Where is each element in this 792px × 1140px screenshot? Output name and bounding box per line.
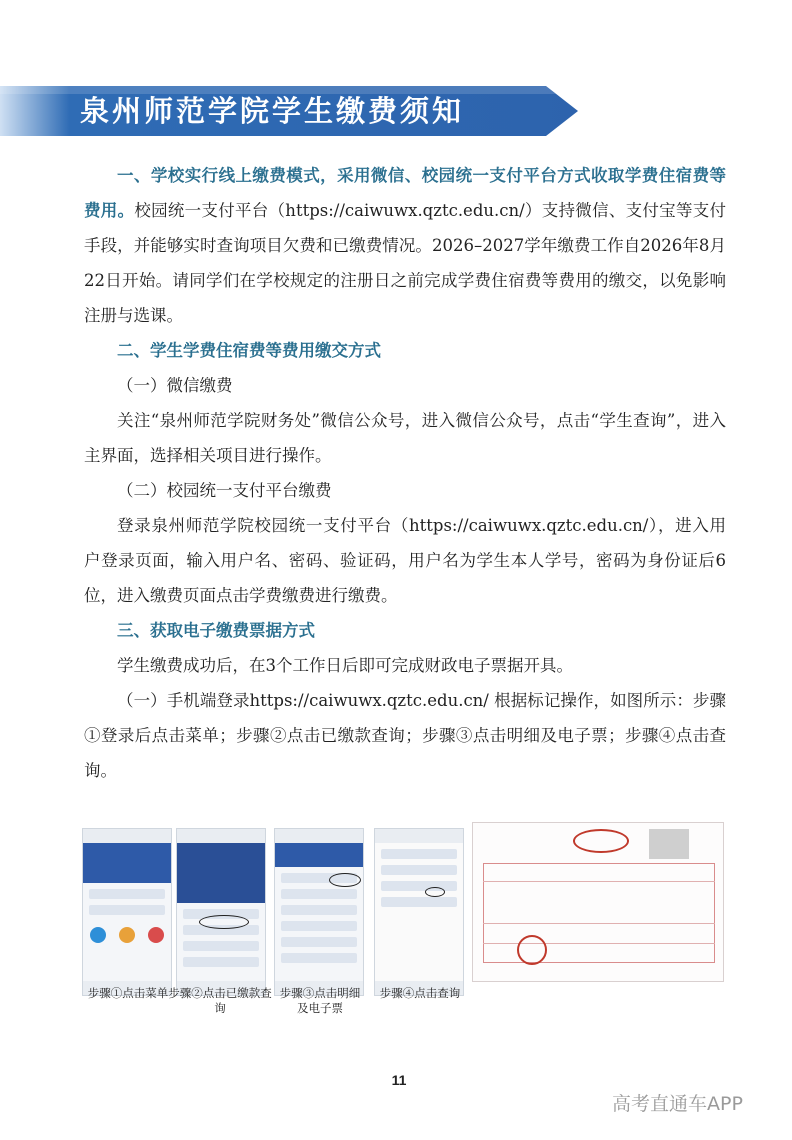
caption-step2: 步骤②点击已缴款查询 [168, 986, 272, 1015]
phone-screenshot-2 [176, 828, 266, 996]
mobile-steps-paragraph: （一）手机端登录https://caiwuwx.qztc.edu.cn/ 根据标记操作，如图所示：步骤①登录后点击菜单；步骤②点击已缴款查询；步骤③点击明细及电子票；步骤④点击查询。 [84, 691, 726, 780]
wechat-paragraph: 关注“泉州师范学院财务处”微信公众号，进入微信公众号，点击“学生查询”，进入主界面，选择相关项目进行操作。 [84, 411, 726, 465]
stamp-icon [517, 935, 547, 965]
step-screenshots [80, 822, 726, 992]
notice-body [84, 158, 726, 788]
e-invoice-sample [472, 822, 724, 982]
phone-screenshot-1 [82, 828, 172, 996]
page-number: 11 [391, 1072, 407, 1088]
section1-highlight: 一、学校实行线上缴费模式，采用微信、校园统一支付平台方式收取学费住宿费等费用。 [84, 166, 726, 220]
platform-paragraph: 登录泉州师范学院校园统一支付平台（https://caiwuwx.qztc.edu.cn/），进入用户登录页面，输入用户名、密码、验证码，用户名为学生本人学号，密码为身份证后6位，进入缴费页面点击学费缴费进行缴费。 [84, 516, 726, 605]
app-watermark: 高考直通车APP [612, 1093, 743, 1115]
section3-paragraph: 学生缴费成功后，在3个工作日后即可完成财政电子票据开具。 [117, 656, 573, 675]
caption-step3: 步骤③点击明细及电子票 [279, 986, 361, 1015]
section1-text: 校园统一支付平台（https://caiwuwx.qztc.edu.cn/）支持微信、支付宝等支付手段，并能够实时查询项目欠费和已缴费情况。2026–2027学年缴费工作自2026年8月22日开始。请同学们在学校规定的注册日之前完成学费住宿费等费用的缴交，以免影响注册与选课。 [84, 201, 726, 325]
page-title: 泉州师范学院学生缴费须知 [80, 94, 465, 128]
title-banner [0, 82, 578, 140]
section3-heading: 三、获取电子缴费票据方式 [117, 621, 315, 640]
seal-icon [573, 829, 629, 853]
platform-subheading: （二）校园统一支付平台缴费 [117, 481, 332, 500]
wechat-subheading: （一）微信缴费 [117, 376, 233, 395]
phone-screenshot-3 [274, 828, 364, 996]
caption-step1: 步骤①点击菜单 [87, 986, 169, 1000]
section2-heading: 二、学生学费住宿费等费用缴交方式 [117, 341, 381, 360]
section1-paragraph [84, 158, 726, 333]
phone-screenshot-4 [374, 828, 464, 996]
caption-step4: 步骤④点击查询 [379, 986, 461, 1000]
